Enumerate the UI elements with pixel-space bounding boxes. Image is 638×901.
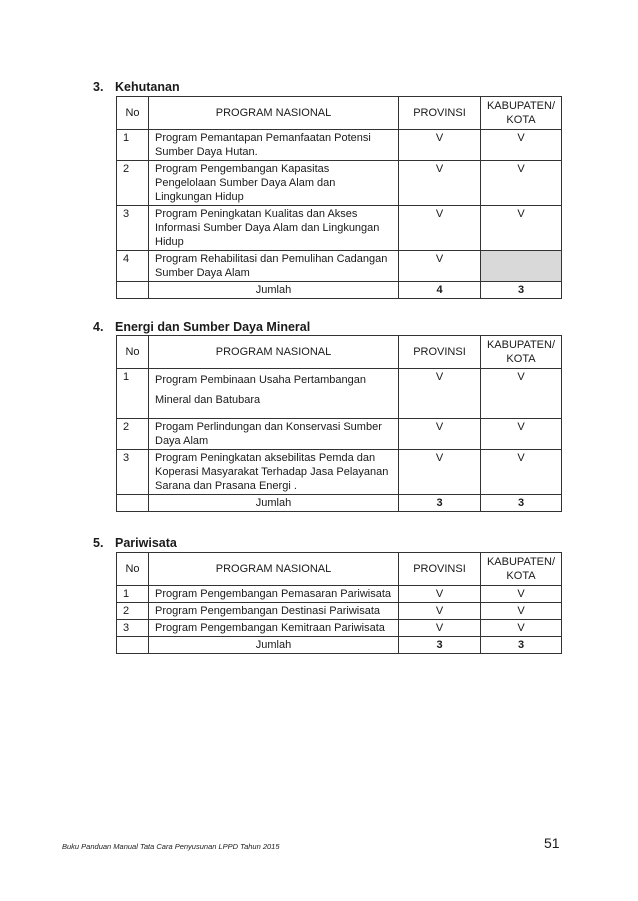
header-kabupaten: KABUPATEN/ KOTA: [481, 97, 562, 130]
row-provinsi: V: [399, 369, 481, 419]
row-program: Program Peningkatan Kualitas dan Akses Informasi Sumber Daya Alam dan Lingkungan Hidup: [149, 206, 399, 251]
section-title-pariwisata: [93, 536, 177, 550]
row-program: Program Pengembangan Kemitraan Pariwisata: [149, 620, 399, 637]
row-no: 1: [117, 369, 149, 419]
row-kabupaten-empty: [481, 251, 562, 282]
row-program: Program Pengembangan Pemasaran Pariwisata: [149, 586, 399, 603]
section-title-text: Kehutanan: [115, 80, 180, 94]
row-provinsi: V: [399, 161, 481, 206]
section-title-energi: [93, 320, 310, 334]
header-no: No: [117, 336, 149, 369]
header-no: No: [117, 553, 149, 586]
kehutanan-table: [116, 96, 562, 299]
total-provinsi: 4: [399, 282, 481, 299]
table-row: [117, 130, 562, 161]
row-no: 2: [117, 603, 149, 620]
row-program: Program Rehabilitasi dan Pemulihan Cadangan Sumber Daya Alam: [149, 251, 399, 282]
header-kabupaten: KABUPATEN/ KOTA: [481, 553, 562, 586]
row-provinsi: V: [399, 206, 481, 251]
total-label: Jumlah: [149, 495, 399, 512]
table-row: [117, 620, 562, 637]
row-provinsi: V: [399, 586, 481, 603]
row-program: Program Peningkatan aksebilitas Pemda dan Koperasi Masyarakat Terhadap Jasa Pelayanan Sarana dan Prasana Energi .: [149, 450, 399, 495]
row-provinsi: V: [399, 419, 481, 450]
header-program: PROGRAM NASIONAL: [149, 553, 399, 586]
table-header-row: [117, 97, 562, 130]
section-title-kehutanan: [93, 80, 180, 94]
row-kabupaten: V: [481, 419, 562, 450]
row-kabupaten: V: [481, 620, 562, 637]
table-row: [117, 251, 562, 282]
total-provinsi: 3: [399, 495, 481, 512]
row-program: Program Pemantapan Pemanfaatan Potensi Sumber Daya Hutan.: [149, 130, 399, 161]
table-header-row: [117, 553, 562, 586]
total-kabupaten: 3: [481, 282, 562, 299]
section-title-text: Energi dan Sumber Daya Mineral: [115, 320, 311, 334]
row-provinsi: V: [399, 603, 481, 620]
table-row: [117, 603, 562, 620]
total-row: [117, 637, 562, 654]
row-no: 3: [117, 620, 149, 637]
row-no: 2: [117, 419, 149, 450]
table-row: [117, 369, 562, 419]
row-kabupaten: V: [481, 450, 562, 495]
row-program: Program Pembinaan Usaha Pertambangan Mineral dan Batubara: [149, 369, 399, 419]
row-program: Program Pengembangan Kapasitas Pengelolaan Sumber Daya Alam dan Lingkungan Hidup: [149, 161, 399, 206]
row-no: 4: [117, 251, 149, 282]
row-program: Program Pengembangan Destinasi Pariwisata: [149, 603, 399, 620]
total-kabupaten: 3: [481, 495, 562, 512]
row-provinsi: V: [399, 620, 481, 637]
table-header-row: [117, 336, 562, 369]
energi-table: [116, 335, 562, 512]
row-kabupaten: V: [481, 161, 562, 206]
row-no: 3: [117, 206, 149, 251]
section-title-text: Pariwisata: [115, 536, 177, 550]
row-no: 1: [117, 586, 149, 603]
table-row: [117, 586, 562, 603]
header-program: PROGRAM NASIONAL: [149, 336, 399, 369]
row-program: Progam Perlindungan dan Konservasi Sumber Daya Alam: [149, 419, 399, 450]
total-provinsi: 3: [399, 637, 481, 654]
row-no: 1: [117, 130, 149, 161]
row-kabupaten: V: [481, 206, 562, 251]
row-kabupaten: V: [481, 130, 562, 161]
header-kabupaten: KABUPATEN/ KOTA: [481, 336, 562, 369]
header-provinsi: PROVINSI: [399, 97, 481, 130]
header-program: PROGRAM NASIONAL: [149, 97, 399, 130]
row-provinsi: V: [399, 251, 481, 282]
section-number: 3.: [93, 80, 104, 94]
total-kabupaten: 3: [481, 637, 562, 654]
row-no: 3: [117, 450, 149, 495]
section-number: 5.: [93, 536, 104, 550]
header-provinsi: PROVINSI: [399, 336, 481, 369]
row-provinsi: V: [399, 130, 481, 161]
header-no: No: [117, 97, 149, 130]
header-provinsi: PROVINSI: [399, 553, 481, 586]
row-kabupaten: V: [481, 369, 562, 419]
table-row: [117, 450, 562, 495]
total-row: [117, 495, 562, 512]
table-row: [117, 206, 562, 251]
table-row: [117, 161, 562, 206]
total-label: Jumlah: [149, 282, 399, 299]
page-number: 51: [544, 835, 560, 851]
footer-text: Buku Panduan Manual Tata Cara Penyusunan LPPD Tahun 2015: [62, 842, 280, 851]
row-no: 2: [117, 161, 149, 206]
table-row: [117, 419, 562, 450]
row-kabupaten: V: [481, 603, 562, 620]
row-provinsi: V: [399, 450, 481, 495]
pariwisata-table: [116, 552, 562, 654]
total-row: [117, 282, 562, 299]
total-label: Jumlah: [149, 637, 399, 654]
row-kabupaten: V: [481, 586, 562, 603]
section-number: 4.: [93, 320, 104, 334]
